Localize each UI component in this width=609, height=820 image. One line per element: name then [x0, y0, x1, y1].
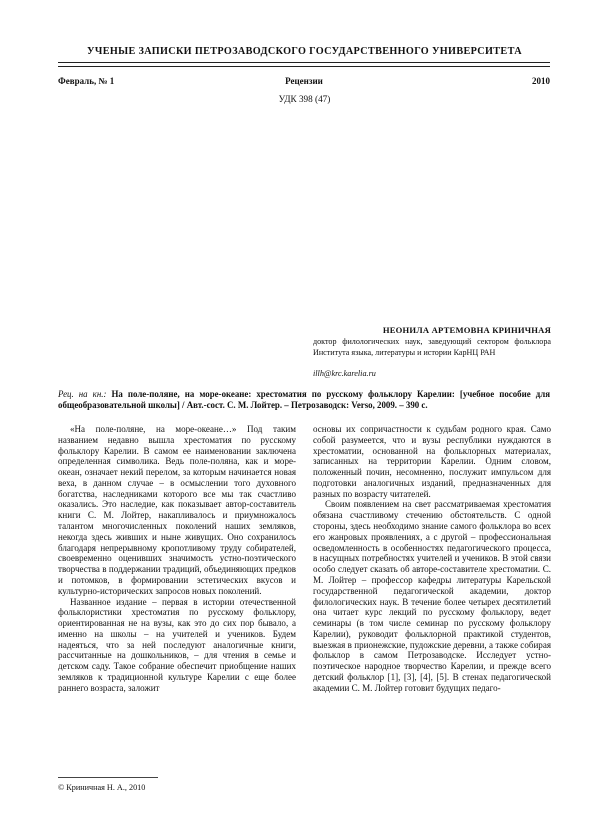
author-email[interactable]: illh@krc.karelia.ru — [313, 369, 376, 378]
header-rule-top — [58, 62, 550, 63]
reference-label: Рец. на кн.: — [58, 389, 107, 399]
body-column-right — [313, 424, 551, 694]
copyright: © Криничная Н. А., 2010 — [58, 783, 146, 792]
paragraph: Своим появлением на свет рассматриваемая хрестоматия обязана счастливому стечению обстоятельств. С одной стороны, здесь необходимо знание самого фольклора во всех его жанровых проявлениях, а с другой – профессиональная осведомленность в особенностях педагогического процесса, в насущных потребностях учителей и учеников. В этой связи особо следует сказать об авторе-составителе хрестоматии. С. М. Лойтер – профессор кафедры литературы Карельской государственной педагогической академии, доктор филологических наук. В течение более четырех десятилетий она читает курс лекций по русскому фольклору, ведет семинары (в том числе семинар по русскому фольклору Карелии), руководит фольклорной практикой студентов, выезжая в прионежские, пудожские деревни, а также собирая фольклор в самом Петрозаводске. Исследует устно-поэтическое народное творчество Карелии, и прежде всего детский фольклор [1], [3], [4], [5]. В стенах педагогической академии С. М. Лойтер готовит будущих педаго- — [313, 499, 551, 693]
body-column-left — [58, 424, 296, 694]
paragraph: Названное издание – первая в истории отечественной фольклористики хрестоматия по русскому фольклору, ориентированная не на вузы, как это до сих пор бывало, а именно на школы – на учителей и учеников. Будем надеяться, что за ней последуют аналогичные книги, рассчитанные на дошкольников, – для чтения в семье и детском саду. Такое собрание обеспечит приобщение наших земляков к традиционной культуре Карелии с еще более раннего возраста, заложит — [58, 596, 296, 693]
reference-text: На поле-поляне, на море-океане: хрестоматия по русскому фольклору Карелии: [учебное пособие для общеобразовательной школы] / Авт.-сост. С. М. Лойтер. – Петрозаводск: Verso, 2009. – 390 с. — [58, 389, 551, 410]
journal-title: УЧЕНЫЕ ЗАПИСКИ ПЕТРОЗАВОДСКОГО ГОСУДАРСТВЕННОГО УНИВЕРСИТЕТА — [87, 46, 522, 57]
footnote-rule — [58, 777, 158, 778]
udk-code: УДК 398 (47) — [278, 94, 331, 104]
paragraph: «На поле-поляне, на море-океане…» Под таким названием недавно вышла хрестоматия по русскому фольклору Карелии. В самом ее наименовании заключена определенная символика. Ведь поле-поляна, как и море-океан, означает некий перелом, за которым начинается новая веха, в данном случае – в осмыслении того духовного богатства, наследниками которого все мы так счастливо оказались. Это наследие, как показывает автор-составитель книги С. М. Лойтер, накапливалось и приумножалось талантом многочисленных поколений наших земляков, некогда здесь живших и ныне живущих. Оно сохранилось благодаря непрерывному кропотливому труду собирателей, своевременно оценивших значимость устно-поэтического творчества в поддержании традиций, объединяющих предков и потомков, в формировании эстетических вкусов и культурно-исторических запросов новых поколений. — [58, 424, 296, 596]
section-name: Рецензии — [285, 76, 323, 86]
issue-date: Февраль, № 1 — [58, 76, 115, 86]
reviewed-book-reference — [58, 389, 550, 410]
author-name: НЕОНИЛА АРТЕМОВНА КРИНИЧНАЯ — [382, 325, 551, 335]
author-affiliation: доктор филологических наук, заведующий сектором фольклора Института языка, литературы и истории КарНЦ РАН — [313, 337, 551, 357]
paragraph: основы их сопричастности к судьбам родного края. Само собой разумеется, что и вузы республики нуждаются в хрестоматии, основанной на фольклорных материалах, записанных на территории Карелии. Одним словом, положенный почин, несомненно, послужит импульсом для подготовки аналогичных изданий, предназначенных для разных по возрасту читателей. — [313, 424, 551, 499]
issue-year: 2010 — [532, 76, 550, 86]
header-rule-bottom — [58, 66, 550, 67]
